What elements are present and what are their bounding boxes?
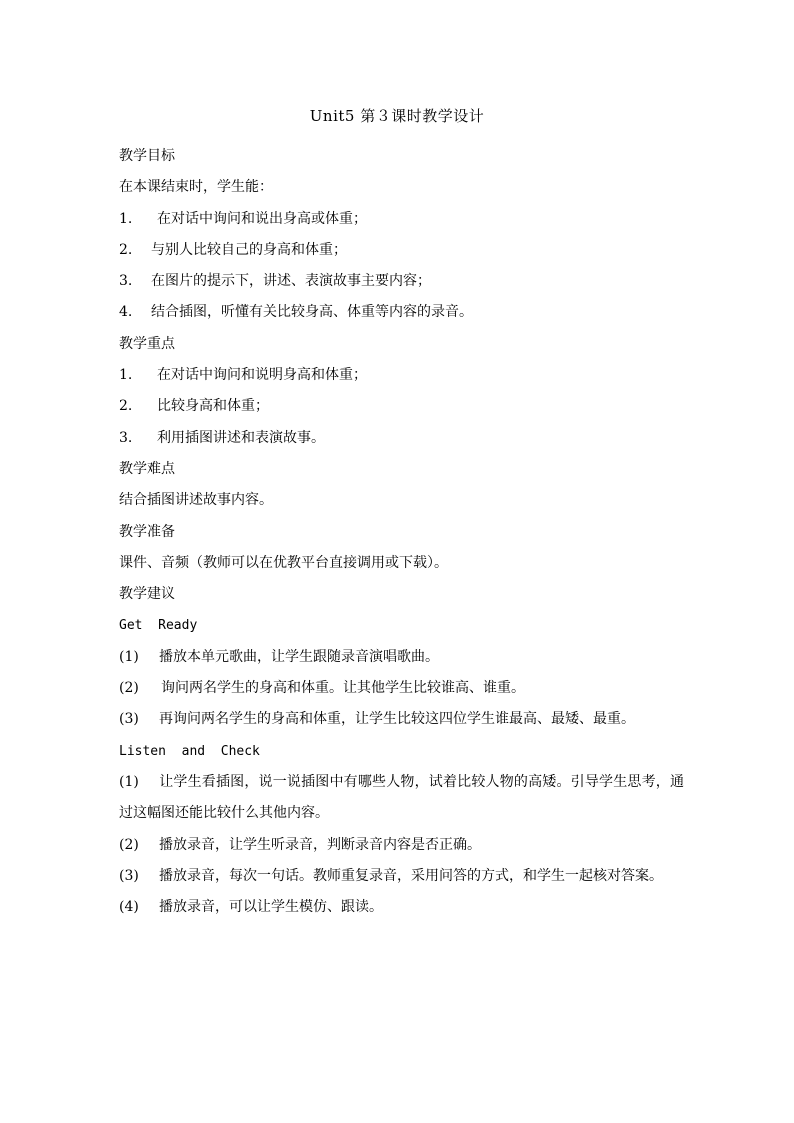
preparation-text: 课件、音频（教师可以在优教平台直接调用或下载）。 <box>119 554 448 571</box>
get-ready-item <box>119 673 684 704</box>
listen-check-item <box>119 861 684 892</box>
objective-item <box>119 235 684 266</box>
objective-item-number: 3. <box>119 273 133 290</box>
key-point-text: 比较身高和体重； <box>157 398 269 415</box>
listen-check-text: 播放录音，每次一句话。教师重复录音，采用问答的方式，和学生一起核对答案。 <box>159 867 663 884</box>
objective-item <box>119 297 684 328</box>
get-ready-text: 再询问两名学生的身高和体重，让学生比较这四位学生谁最高、最矮、最重。 <box>159 711 635 728</box>
objective-item-number: 2. <box>119 241 133 258</box>
listen-check-item <box>119 767 684 830</box>
listen-check-number: (1) <box>119 773 139 790</box>
listen-check-number: (3) <box>119 867 139 884</box>
key-points-heading: 教学重点 <box>119 335 175 352</box>
key-point-item <box>119 423 684 454</box>
listen-check-text: 播放录音，可以让学生模仿、跟读。 <box>159 899 383 916</box>
get-ready-number: (1) <box>119 648 139 665</box>
key-point-item <box>119 360 684 391</box>
get-ready-number: (2) <box>119 680 139 697</box>
objective-item-text: 在图片的提示下，讲述、表演故事主要内容； <box>151 273 431 290</box>
suggestions-heading: 教学建议 <box>119 586 175 603</box>
key-point-number: 1. <box>119 367 133 384</box>
objective-item <box>119 204 684 235</box>
get-ready-item <box>119 642 684 673</box>
key-point-number: 2. <box>119 398 133 415</box>
key-point-text: 利用插图讲述和表演故事。 <box>157 429 325 446</box>
get-ready-number: (3) <box>119 711 139 728</box>
listen-check-label: Listen and Check <box>119 743 260 759</box>
objective-item-text: 在对话中询问和说出身高或体重； <box>157 210 367 227</box>
listen-check-text: 播放录音，让学生听录音，判断录音内容是否正确。 <box>159 836 481 853</box>
get-ready-item <box>119 704 684 735</box>
objectives-heading: 教学目标 <box>119 148 175 164</box>
listen-check-number: (4) <box>119 899 139 916</box>
get-ready-label: Get Ready <box>119 618 198 634</box>
listen-check-item <box>119 830 684 861</box>
objective-item-text: 结合插图，听懂有关比较身高、体重等内容的录音。 <box>151 304 473 321</box>
key-point-text: 在对话中询问和说明身高和体重； <box>157 367 367 384</box>
difficulties-heading: 教学难点 <box>119 460 175 477</box>
objective-item <box>119 266 684 297</box>
objective-item-number: 1. <box>119 210 133 227</box>
key-point-number: 3. <box>119 429 133 446</box>
key-point-item <box>119 391 684 422</box>
document-title: Unit5 第３课时教学设计 <box>309 107 485 125</box>
listen-check-item <box>119 892 684 923</box>
get-ready-text: 询问两名学生的身高和体重。让其他学生比较谁高、谁重。 <box>161 680 525 697</box>
get-ready-text: 播放本单元歌曲，让学生跟随录音演唱歌曲。 <box>159 648 439 665</box>
objective-item-number: 4. <box>119 304 133 321</box>
difficulties-text: 结合插图讲述故事内容。 <box>119 492 273 509</box>
listen-check-number: (2) <box>119 836 139 853</box>
listen-check-text: 让学生看插图，说一说插图中有哪些人物，试着比较人物的高矮。引导学生思考，通过这幅图还能比较什么其他内容。 <box>119 773 684 822</box>
objectives-intro: 在本课结束时，学生能： <box>119 179 273 196</box>
document-body <box>119 141 684 923</box>
preparation-heading: 教学准备 <box>119 523 175 540</box>
objective-item-text: 与别人比较自己的身高和体重； <box>151 241 347 258</box>
